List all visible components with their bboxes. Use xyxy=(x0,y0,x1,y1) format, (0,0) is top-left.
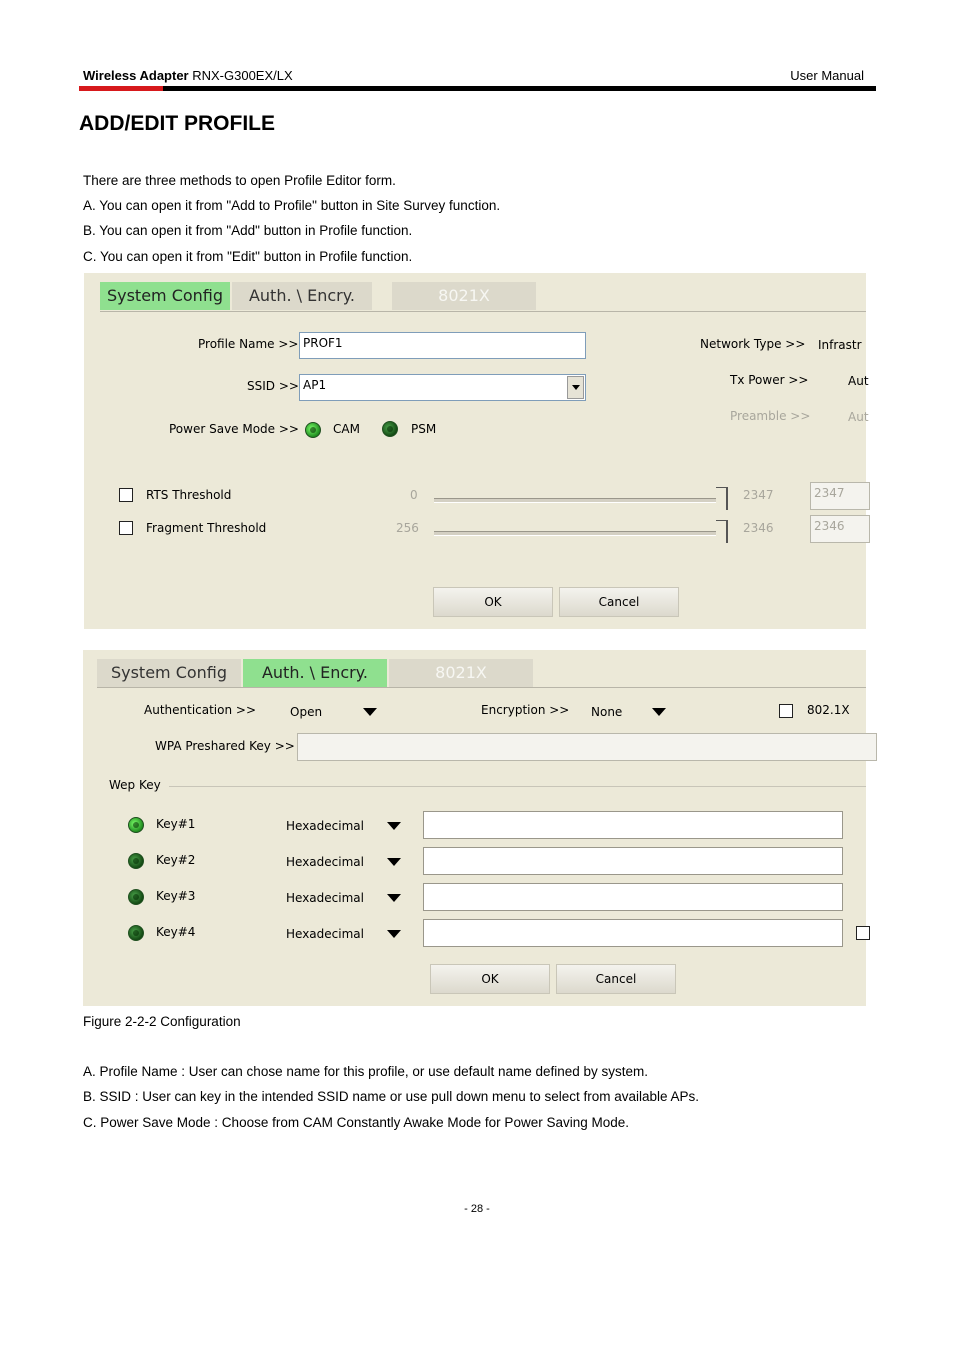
key2-label: Key#2 xyxy=(156,853,196,867)
encryption-dropdown-icon[interactable] xyxy=(652,708,666,716)
psm-label: PSM xyxy=(411,422,437,436)
tab-separator xyxy=(100,311,866,312)
rts-value-input[interactable]: 2347 xyxy=(810,482,870,510)
rts-min-label: 0 xyxy=(410,488,418,502)
network-type-value: Infrastr xyxy=(818,338,862,352)
key4-format[interactable]: Hexadecimal xyxy=(286,927,364,941)
key4-format-dropdown-icon[interactable] xyxy=(387,930,401,938)
key3-input[interactable] xyxy=(423,883,843,911)
rts-slider-track[interactable] xyxy=(434,498,716,503)
key3-format-dropdown-icon[interactable] xyxy=(387,894,401,902)
preamble-value: Aut xyxy=(848,410,869,424)
header-product-bold: Wireless Adapter xyxy=(83,68,189,83)
tab-system-config[interactable]: System Config xyxy=(100,282,230,310)
key1-label: Key#1 xyxy=(156,817,196,831)
header-product-model: RNX-G300EX/LX xyxy=(188,68,293,83)
key4-radio[interactable] xyxy=(128,925,144,941)
wpa-preshared-key-label: WPA Preshared Key >> xyxy=(155,739,295,753)
cancel-button[interactable]: Cancel xyxy=(559,587,679,617)
authentication-dropdown-icon[interactable] xyxy=(363,708,377,716)
key4-label: Key#4 xyxy=(156,925,196,939)
section-title: ADD/EDIT PROFILE xyxy=(79,112,276,135)
ok-button[interactable]: OK xyxy=(433,587,553,617)
intro-line: B. You can open it from "Add" button in Profile function. xyxy=(83,223,413,238)
psm-radio[interactable] xyxy=(382,421,398,437)
fragment-threshold-checkbox[interactable] xyxy=(119,521,133,535)
ssid-label: SSID >> xyxy=(247,379,299,393)
key3-radio[interactable] xyxy=(128,889,144,905)
key2-format[interactable]: Hexadecimal xyxy=(286,855,364,869)
tab-auth-encry[interactable]: Auth. \ Encry. xyxy=(232,282,372,310)
fragment-value-input[interactable]: 2346 xyxy=(810,515,870,543)
profile-name-input[interactable]: PROF1 xyxy=(299,332,586,359)
system-config-panel xyxy=(84,273,869,629)
key4-input[interactable] xyxy=(423,919,843,947)
fragment-threshold-label: Fragment Threshold xyxy=(146,521,267,535)
rts-threshold-label: RTS Threshold xyxy=(146,488,232,502)
ssid-dropdown-button[interactable] xyxy=(567,376,584,399)
intro-line: A. You can open it from "Add to Profile" button in Site Survey function. xyxy=(83,198,501,213)
key1-radio[interactable] xyxy=(128,817,144,833)
key1-input[interactable] xyxy=(423,811,843,839)
key2-format-dropdown-icon[interactable] xyxy=(387,858,401,866)
note-line: C. Power Save Mode : Choose from CAM Constantly Awake Mode for Power Saving Mode. xyxy=(83,1115,629,1130)
key1-format-dropdown-icon[interactable] xyxy=(387,822,401,830)
rts-slider-thumb[interactable] xyxy=(716,487,728,510)
dot1x-label: 802.1X xyxy=(807,703,850,717)
tab-8021x: 8021X xyxy=(389,659,533,687)
note-line: A. Profile Name : User can chose name for this profile, or use default name defined by system. xyxy=(83,1064,649,1079)
page-number: - 28 - xyxy=(464,1203,490,1215)
rts-threshold-checkbox[interactable] xyxy=(119,488,133,502)
power-save-label: Power Save Mode >> xyxy=(169,422,299,436)
tab-8021x: 8021X xyxy=(392,282,536,310)
tx-power-label: Tx Power >> xyxy=(730,373,809,387)
tx-power-value: Aut xyxy=(848,374,869,388)
tab-auth-encry[interactable]: Auth. \ Encry. xyxy=(243,659,387,687)
ssid-combobox[interactable]: AP1 xyxy=(299,374,586,401)
fragment-max-label: 2346 xyxy=(743,521,774,535)
intro-line: C. You can open it from "Edit" button in Profile function. xyxy=(83,249,413,264)
wep-key-group-label: Wep Key xyxy=(109,778,161,792)
preamble-label: Preamble >> xyxy=(730,409,811,423)
cam-radio[interactable] xyxy=(305,422,321,438)
profile-name-label: Profile Name >> xyxy=(198,337,299,351)
rts-max-label: 2347 xyxy=(743,488,774,502)
dot1x-checkbox[interactable] xyxy=(779,704,793,718)
header-doc-type: User Manual xyxy=(790,68,864,83)
key1-format[interactable]: Hexadecimal xyxy=(286,819,364,833)
note-line: B. SSID : User can key in the intended SSID name or use pull down menu to select from available APs. xyxy=(83,1089,700,1104)
ok-button[interactable]: OK xyxy=(430,964,550,994)
fragment-slider-track[interactable] xyxy=(434,531,716,536)
key4-extra-checkbox[interactable] xyxy=(856,926,870,940)
header-rule-black xyxy=(163,86,876,91)
figure-caption: Figure 2-2-2 Configuration xyxy=(83,1014,241,1029)
fragment-slider-thumb[interactable] xyxy=(716,520,728,543)
wpa-preshared-key-input[interactable] xyxy=(297,733,877,761)
cancel-button[interactable]: Cancel xyxy=(556,964,676,994)
key2-radio[interactable] xyxy=(128,853,144,869)
intro-line: There are three methods to open Profile Editor form. xyxy=(83,173,396,188)
cam-label: CAM xyxy=(333,422,360,436)
key3-format[interactable]: Hexadecimal xyxy=(286,891,364,905)
fragment-min-label: 256 xyxy=(396,521,419,535)
wep-key-group-line xyxy=(169,786,866,787)
header-product xyxy=(83,68,293,83)
tab-separator xyxy=(97,687,866,688)
auth-encry-panel xyxy=(83,650,866,1006)
encryption-value[interactable]: None xyxy=(591,705,623,719)
network-type-label: Network Type >> xyxy=(700,337,806,351)
authentication-label: Authentication >> xyxy=(144,703,257,717)
encryption-label: Encryption >> xyxy=(481,703,570,717)
header-rule-red xyxy=(79,86,163,91)
authentication-value[interactable]: Open xyxy=(290,705,323,719)
key2-input[interactable] xyxy=(423,847,843,875)
key3-label: Key#3 xyxy=(156,889,196,903)
tab-system-config[interactable]: System Config xyxy=(97,659,241,687)
